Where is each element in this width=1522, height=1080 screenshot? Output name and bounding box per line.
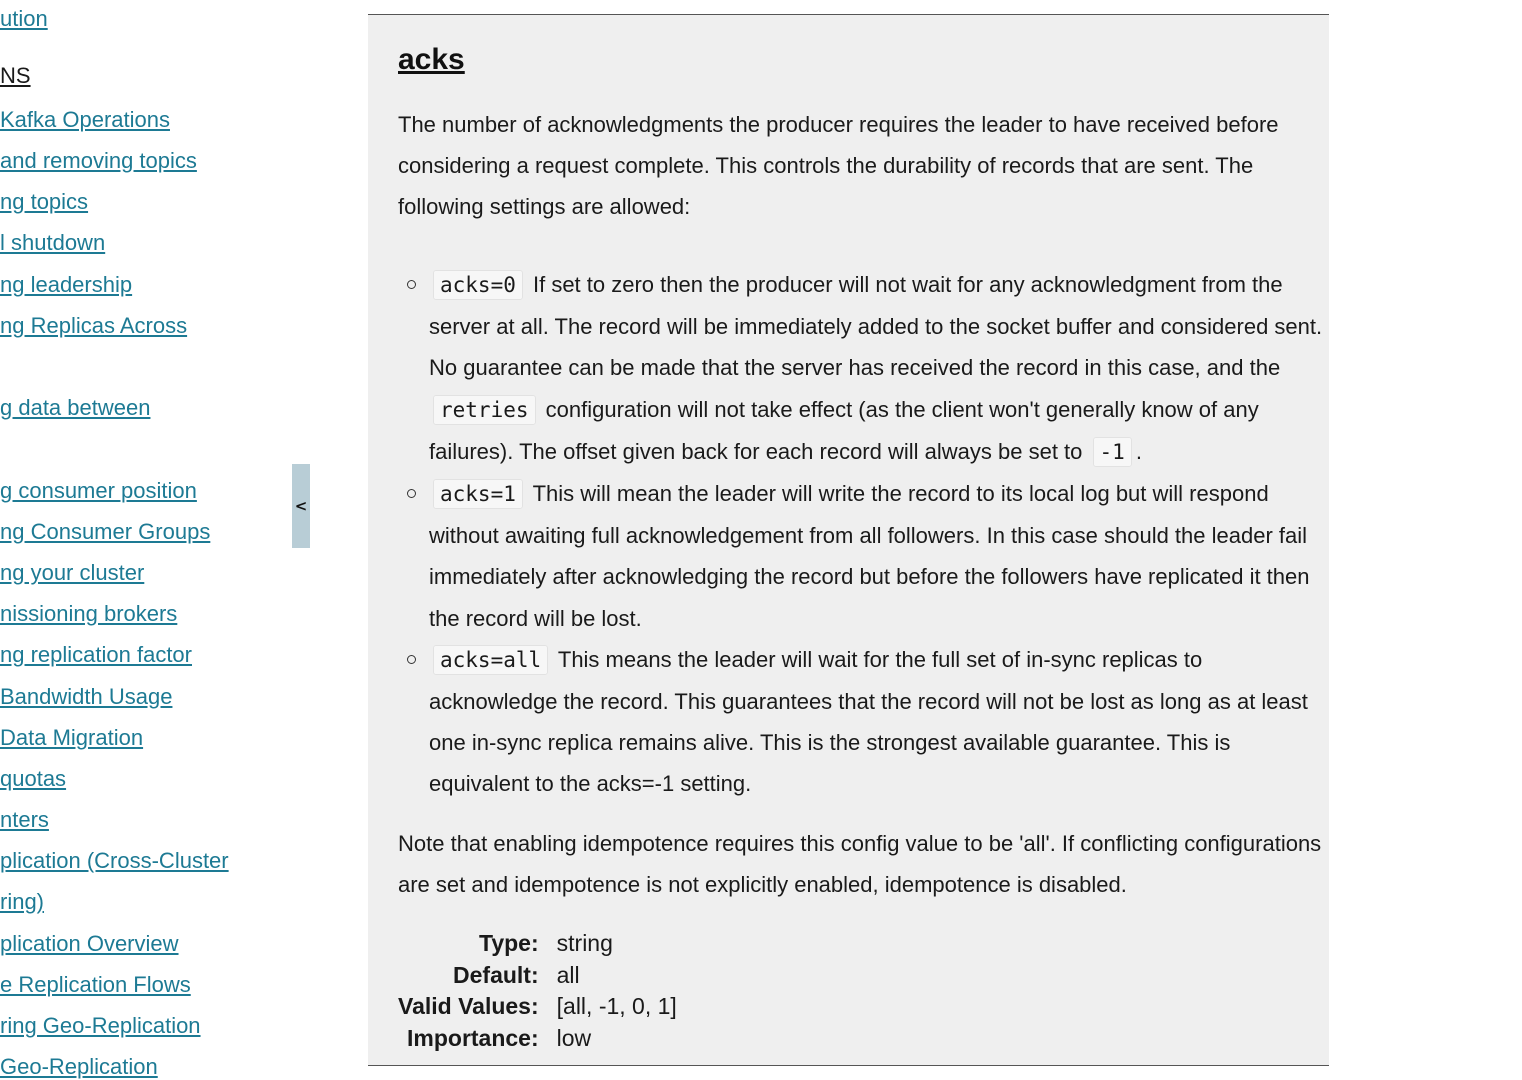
sidebar-link-checking-consumer-position[interactable]: g consumer position [0, 478, 197, 503]
table-row [398, 960, 677, 992]
sidebar-link-replication-flows[interactable]: e Replication Flows [0, 972, 191, 997]
sidebar-link-distribution[interactable]: ution [0, 6, 48, 31]
option-code: acks=1 [433, 479, 523, 509]
option-inline-code: retries [433, 395, 536, 425]
sidebar-link-decommissioning-brokers[interactable]: nissioning brokers [0, 601, 178, 626]
sidebar-link-geo-replication[interactable]: plication (Cross-Cluster [0, 848, 229, 873]
option-text: . [1135, 438, 1142, 464]
meta-value-importance: low [556, 1024, 592, 1051]
meta-label-type: Type: [479, 930, 539, 956]
table-row [398, 1023, 677, 1055]
sidebar-link-bandwidth-usage[interactable]: Bandwidth Usage [0, 684, 173, 709]
option-code: acks=all [433, 645, 548, 675]
config-panel [368, 14, 1329, 1066]
circle-bullet-icon [407, 655, 416, 664]
meta-label-default: Default: [453, 961, 539, 988]
sidebar-section-operations: NS [0, 63, 31, 88]
option-inline-code: -1 [1093, 437, 1132, 467]
table-row [398, 991, 677, 1023]
config-description: The number of acknowledgments the producer requires the leader to have received before considering a request complete. This controls the durability of records that are sent. The following settings are allowed: [398, 112, 1279, 219]
sidebar-link-replication-factor[interactable]: ng replication factor [0, 642, 192, 667]
config-title[interactable]: acks [398, 43, 465, 76]
list-item [398, 473, 1328, 639]
sidebar-link-modifying-topics[interactable]: ng topics [0, 189, 89, 214]
option-text: If set to zero then the producer will not wait for any acknowledgment from the server at all. The record will be immediately added to the socket buffer and considered sent. No guarantee can be made that the server has received the record in this case, and the [429, 272, 1323, 381]
meta-label-valid-values: Valid Values: [398, 993, 539, 1019]
option-text: This will mean the leader will write the record to its local log but will respond without awaiting full acknowledgement from all followers. In this case should the leader fail immediately after acknowledging the record but before the followers have replicated it then the record will be lost. [429, 481, 1310, 631]
config-note: Note that enabling idempotence requires this config value to be 'all'. If conflicting configurations are set and idempotence is not explicitly enabled, idempotence is disabled. [398, 831, 1322, 897]
option-text: configuration will not take effect (as the client won't generally know of any failures). The offset given back for each record will always be set to [429, 396, 1259, 464]
meta-value-default: all [556, 961, 580, 988]
list-item [398, 639, 1328, 805]
chevron-left-icon: < [294, 497, 308, 515]
sidebar-link-adding-removing-topics[interactable]: and removing topics [0, 148, 197, 173]
meta-label-importance: Importance: [407, 1024, 539, 1051]
sidebar-link-datacenters[interactable]: nters [0, 807, 49, 832]
sidebar-link-starting-geo-replication[interactable]: Geo-Replication [0, 1054, 158, 1079]
sidebar-link-basic-kafka-operations[interactable]: Kafka Operations [0, 107, 170, 132]
sidebar-link-geo-replication-cont[interactable]: ring) [0, 889, 45, 914]
sidebar-link-quotas[interactable]: quotas [0, 766, 67, 791]
sidebar-collapse-button[interactable] [292, 464, 310, 548]
sidebar-link-balancing-leadership[interactable]: ng leadership [0, 272, 133, 297]
list-item [398, 264, 1328, 473]
option-text: This means the leader will wait for the full set of in-sync replicas to acknowledge the record. This guarantees that the record will not be lost as long as at least one in-sync replica remains alive. This is the strongest available guarantee. This is equivalent to the acks=-1 setting. [429, 646, 1308, 797]
meta-value-type: string [556, 930, 613, 956]
config-options-list [398, 264, 1328, 805]
option-code: acks=0 [433, 270, 523, 300]
sidebar-nav [0, 0, 290, 1080]
sidebar-link-graceful-shutdown[interactable]: l shutdown [0, 230, 106, 255]
sidebar-link-expanding-cluster[interactable]: ng your cluster [0, 560, 145, 585]
table-row [398, 928, 677, 960]
sidebar-link-balancing-replicas[interactable]: ng Replicas Across [0, 313, 188, 338]
sidebar-link-managing-consumer-groups[interactable]: ng Consumer Groups [0, 519, 211, 544]
sidebar-link-replication-overview[interactable]: plication Overview [0, 931, 179, 956]
sidebar-link-configuring-geo-replication[interactable]: ring Geo-Replication [0, 1013, 201, 1038]
circle-bullet-icon [407, 489, 416, 498]
config-meta-table [398, 928, 677, 1054]
sidebar-link-data-migration[interactable]: Data Migration [0, 725, 144, 750]
meta-value-valid-values: [all, -1, 0, 1] [556, 993, 677, 1019]
circle-bullet-icon [407, 280, 416, 289]
sidebar-link-mirroring-data[interactable]: g data between [0, 395, 151, 420]
